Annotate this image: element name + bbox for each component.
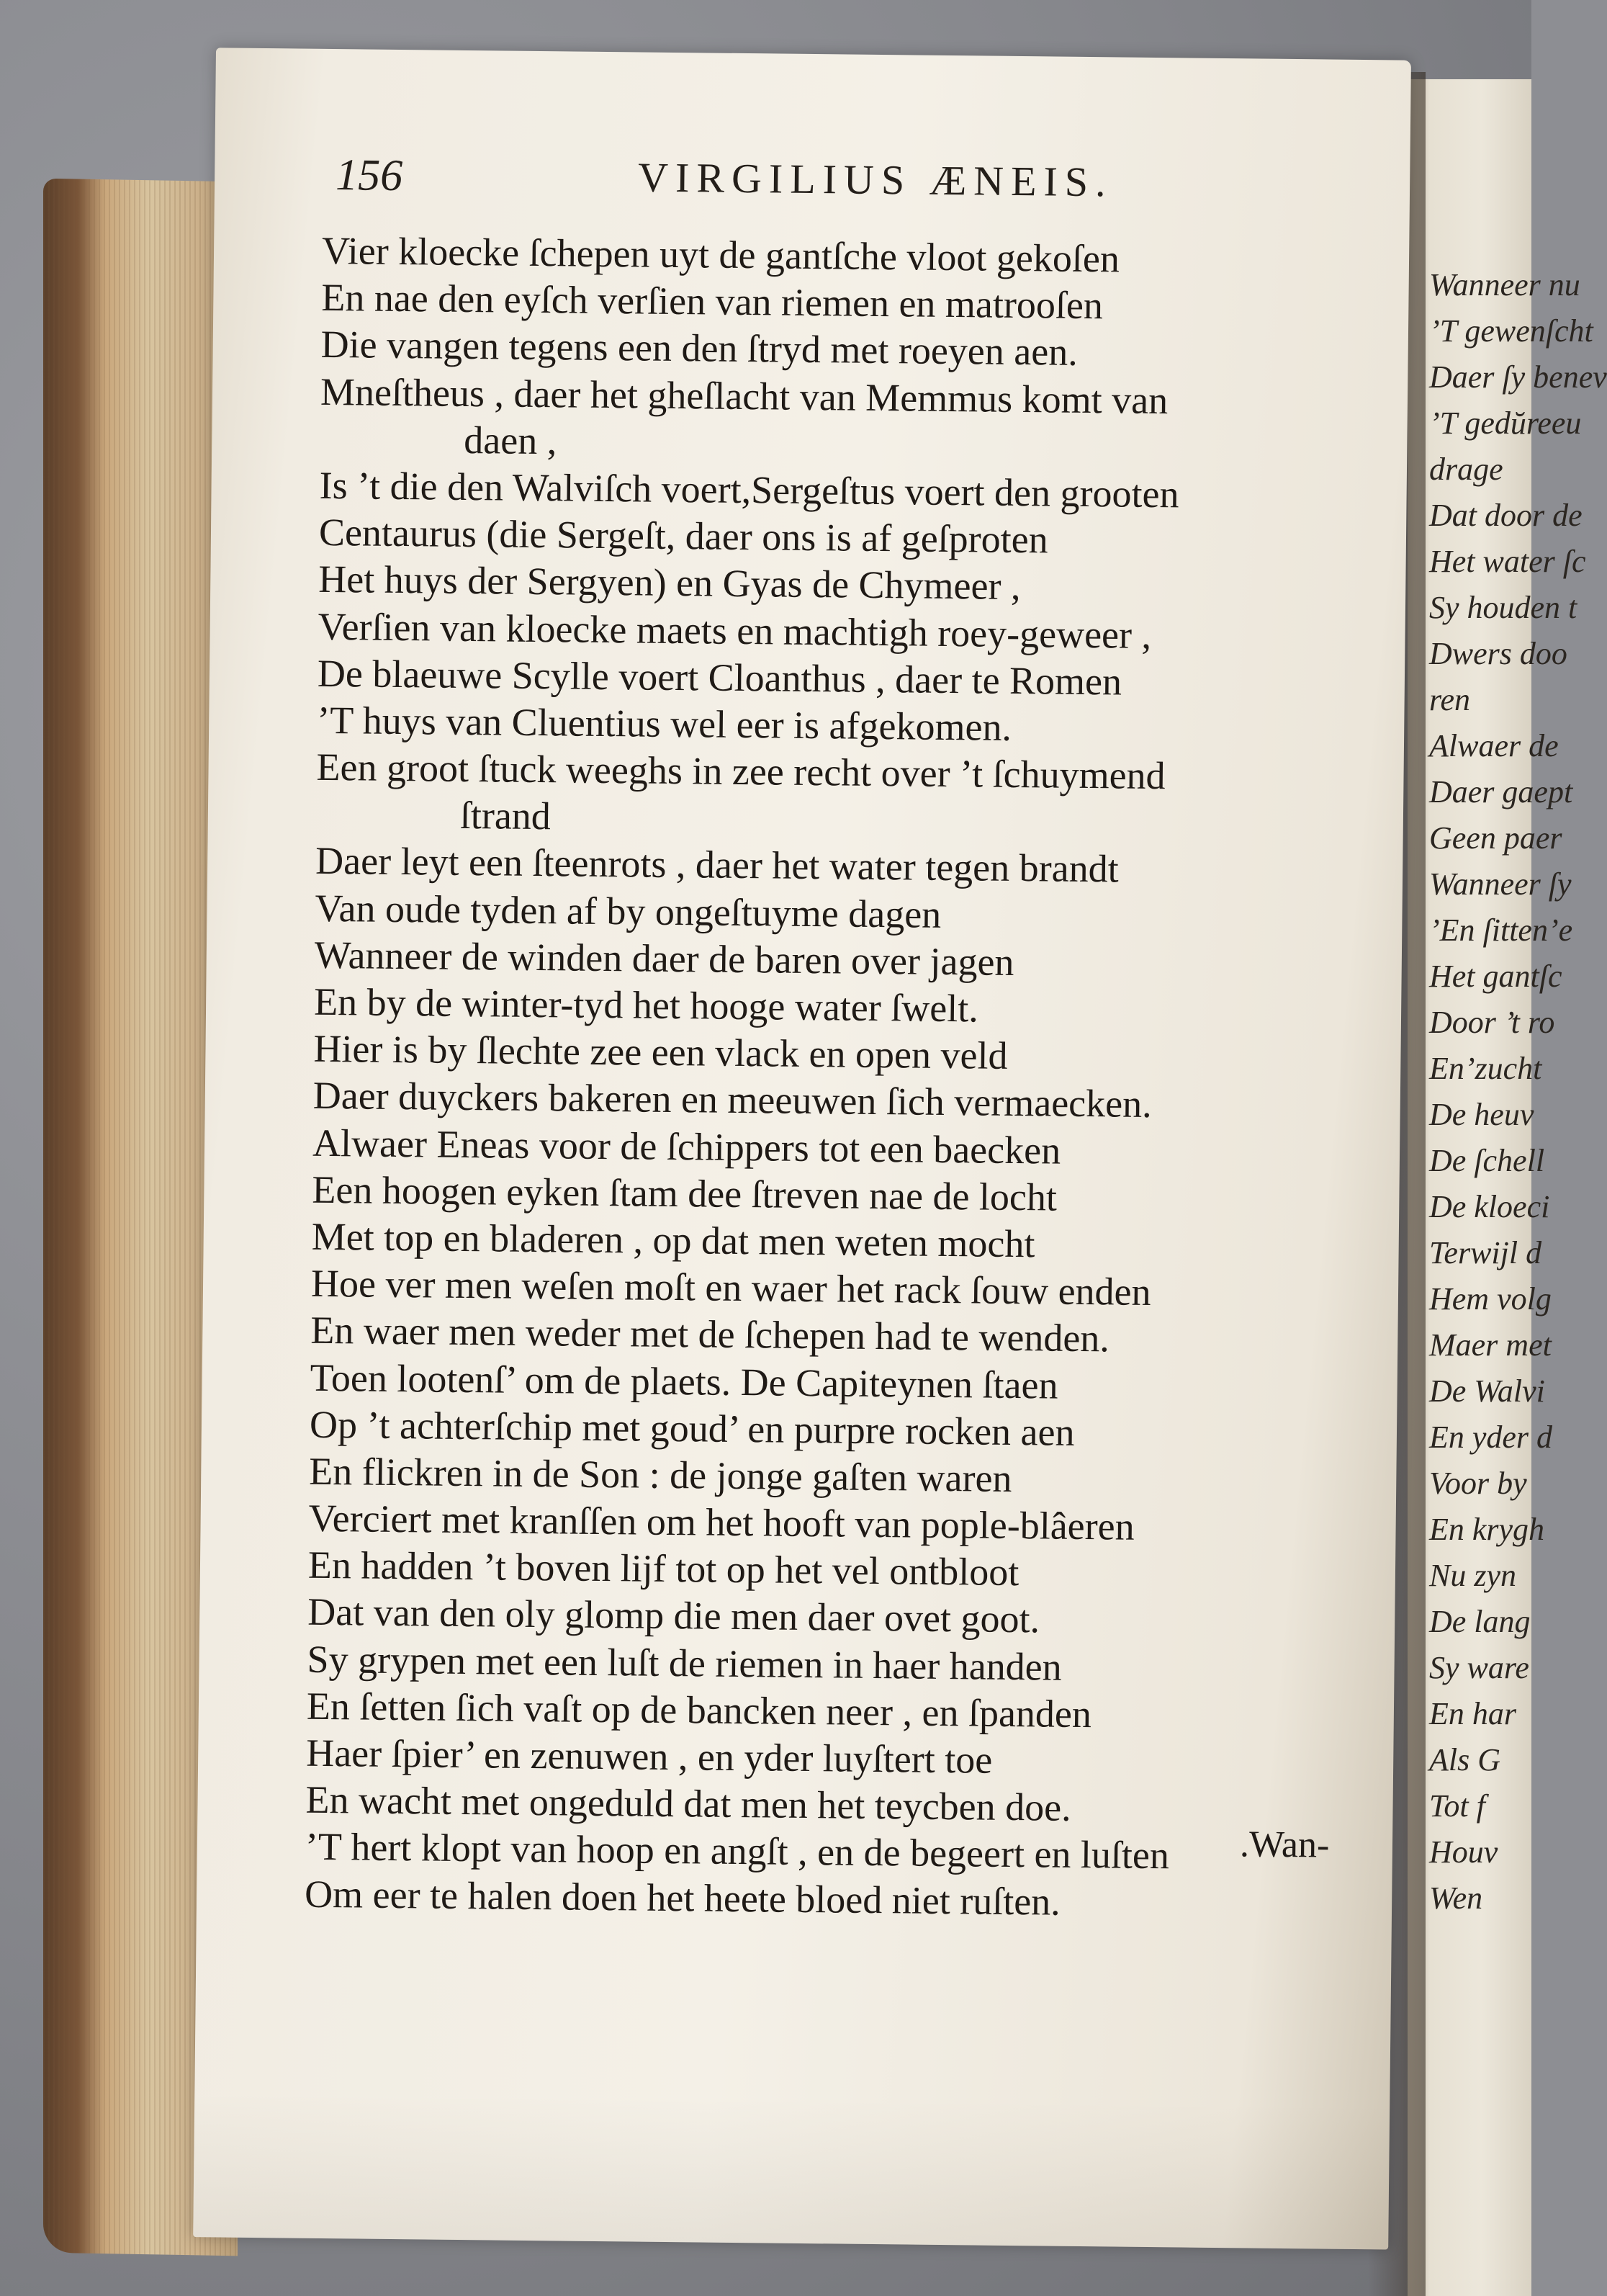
verse-line: Hoe ver men weſen moſt en waer het rack ſouw enden <box>310 1261 1151 1314</box>
facing-page-line: Daer gaept <box>1429 774 1573 810</box>
verse-line: Van oude tyden af by ongeſtuyme dagen <box>315 886 942 936</box>
verse-line: Een hoogen eyken ſtam dee ſtreven nae de locht <box>312 1167 1058 1219</box>
facing-page-line: En har <box>1429 1696 1516 1731</box>
facing-page-line: Terwijl d <box>1429 1235 1542 1270</box>
verse-line: Hier is by ſlechte zee een vlack en open veld <box>313 1026 1008 1078</box>
facing-page-line: De heuv <box>1429 1097 1534 1132</box>
verse-line: Vier kloecke ſchepen uyt de gantſche vloot gekoſen <box>321 228 1120 281</box>
facing-page-line: Wen <box>1429 1880 1483 1916</box>
facing-page-line: En krygh <box>1429 1512 1545 1547</box>
verse-line: ’T huys van Cluentius wel eer is afgekomen. <box>316 698 1012 749</box>
facing-page-line: Tot f <box>1429 1788 1485 1824</box>
facing-page-line: En yder d <box>1429 1420 1553 1455</box>
verse-line: Op ’t achterſchip met goud’ en purpre rocken aen <box>309 1402 1075 1454</box>
facing-page-line: Dwers doo <box>1429 636 1567 671</box>
book-page <box>193 48 1411 2249</box>
verse-line: Mneſtheus , daer het gheſlacht van Memmus komt van <box>320 369 1169 422</box>
verse-line: Met top en bladeren , op dat men weten mocht <box>311 1214 1035 1266</box>
facing-page-line: Geen paer <box>1429 820 1562 856</box>
verse-line: Alwaer Eneas voor de ſchippers tot een baecken <box>312 1121 1061 1172</box>
facing-page-line: ren <box>1429 682 1471 717</box>
facing-page-line: ’En ſitten’e <box>1429 912 1573 948</box>
verse-line: En by de winter-tyd het hooge water ſwelt. <box>313 979 979 1031</box>
facing-page-line: De lang <box>1429 1604 1531 1639</box>
facing-page-line: ’T gedŭreeu <box>1429 405 1582 441</box>
verse-line: Verſien van kloecke maets en machtigh roey-geweer , <box>318 604 1152 657</box>
verse-line: Sy grypen met een luſt de riemen in haer handen <box>307 1637 1063 1689</box>
facing-page-line: Door ’t ro <box>1429 1005 1555 1040</box>
verse-line: En nae den eyſch verſien van riemen en matrooſen <box>321 276 1104 328</box>
verse-line: En wacht met ongeduld dat men het teycben doe. <box>305 1777 1071 1830</box>
verse-line: Is ’t die den Walviſch voert,Sergeſtus voert den grooten <box>319 463 1179 516</box>
running-head: VIRGILIUS ÆNEIS. <box>637 153 1113 206</box>
page-number: 156 <box>335 151 403 201</box>
facing-page-line: En’zucht <box>1429 1051 1542 1086</box>
page-shadow <box>193 2093 1390 2249</box>
facing-page-line: Maer met <box>1429 1327 1552 1363</box>
facing-page-line: ’T gewenſcht <box>1429 313 1593 349</box>
verse-line: Toen lootenſ’ om de plaets. De Capiteynen ſtaen <box>310 1355 1058 1407</box>
verse-line: En flickren in de Son : de jonge gaſten waren <box>309 1449 1012 1500</box>
facing-page-line: Hem volg <box>1429 1281 1552 1317</box>
facing-page-line: Alwaer de <box>1429 728 1559 763</box>
verse-line: Haer ſpier’ en zenuwen , en yder luyſtert toe <box>305 1731 993 1782</box>
verse-line: ’T hert klopt van hoop en angſt , en de begeert en luſten <box>305 1825 1170 1878</box>
facing-page <box>1408 79 1607 2296</box>
facing-page-line: Nu zyn <box>1429 1558 1516 1593</box>
facing-page-line: De kloeci <box>1429 1189 1550 1224</box>
facing-page-line: Dat door de <box>1429 498 1583 533</box>
verse-line: Centaurus (die Sergeſt, daer ons is af geſproten <box>318 510 1048 562</box>
verse-line: Daer leyt een ſteenrots , daer het water tegen brandt <box>315 839 1119 891</box>
facing-page-line: Het water ſc <box>1429 544 1586 579</box>
verse-line: Het huys der Sergyen) en Gyas de Chymeer , <box>318 557 1021 609</box>
verse-line: Dat van den oly glomp die men daer ovet goot. <box>307 1590 1040 1641</box>
verse-line: Wanneer de winden daer de baren over jagen <box>314 933 1014 984</box>
facing-page-line: Sy houden t <box>1429 590 1577 625</box>
facing-page-line: drage <box>1429 452 1503 487</box>
verse-line: Verciert met kranſſen om het hooft van pople-blâeren <box>308 1496 1135 1548</box>
facing-page-line: De Walvi <box>1429 1373 1545 1409</box>
verse-body <box>305 228 1366 1929</box>
page-header <box>336 150 1359 225</box>
facing-page-line: Als G <box>1429 1742 1500 1777</box>
verse-line: Daer duyckers bakeren en meeuwen ſich vermaecken. <box>312 1074 1152 1126</box>
facing-page-line: Daer ſy benev <box>1429 359 1607 395</box>
verse-line: En waer men weder met de ſchepen had te wenden. <box>310 1309 1110 1360</box>
verse-line: En hadden ’t boven lijf tot op het vel ontbloot <box>307 1543 1019 1595</box>
facing-page-line: Wanneer ſy <box>1429 866 1572 902</box>
verse-line: daen , <box>464 418 557 463</box>
verse-line: Om eer te halen doen het heete bloed niet ruſten. <box>304 1872 1061 1924</box>
facing-page-line: Houv <box>1429 1834 1498 1870</box>
verse-line: Een groot ſtuck weeghs in zee recht over ’t ſchuymend <box>316 745 1166 798</box>
verse-line: En ſetten ſich vaſt op de bancken neer , en ſpanden <box>306 1684 1092 1736</box>
verse-line: Die vangen tegens een den ſtryd met roeyen aen. <box>320 323 1079 375</box>
facing-page-line: Wanneer nu <box>1429 267 1580 302</box>
facing-page-line: Het gantſc <box>1429 959 1562 994</box>
facing-page-line: Voor by <box>1429 1466 1527 1501</box>
verse-line: De blaeuwe Scylle voert Cloanthus , daer te Romen <box>317 651 1122 704</box>
catchword: .Wan- <box>1239 1824 1330 1866</box>
verse-line: ſtrand <box>459 794 552 838</box>
facing-page-line: Sy ware <box>1429 1650 1529 1685</box>
facing-page-line: De ſchell <box>1429 1143 1545 1178</box>
